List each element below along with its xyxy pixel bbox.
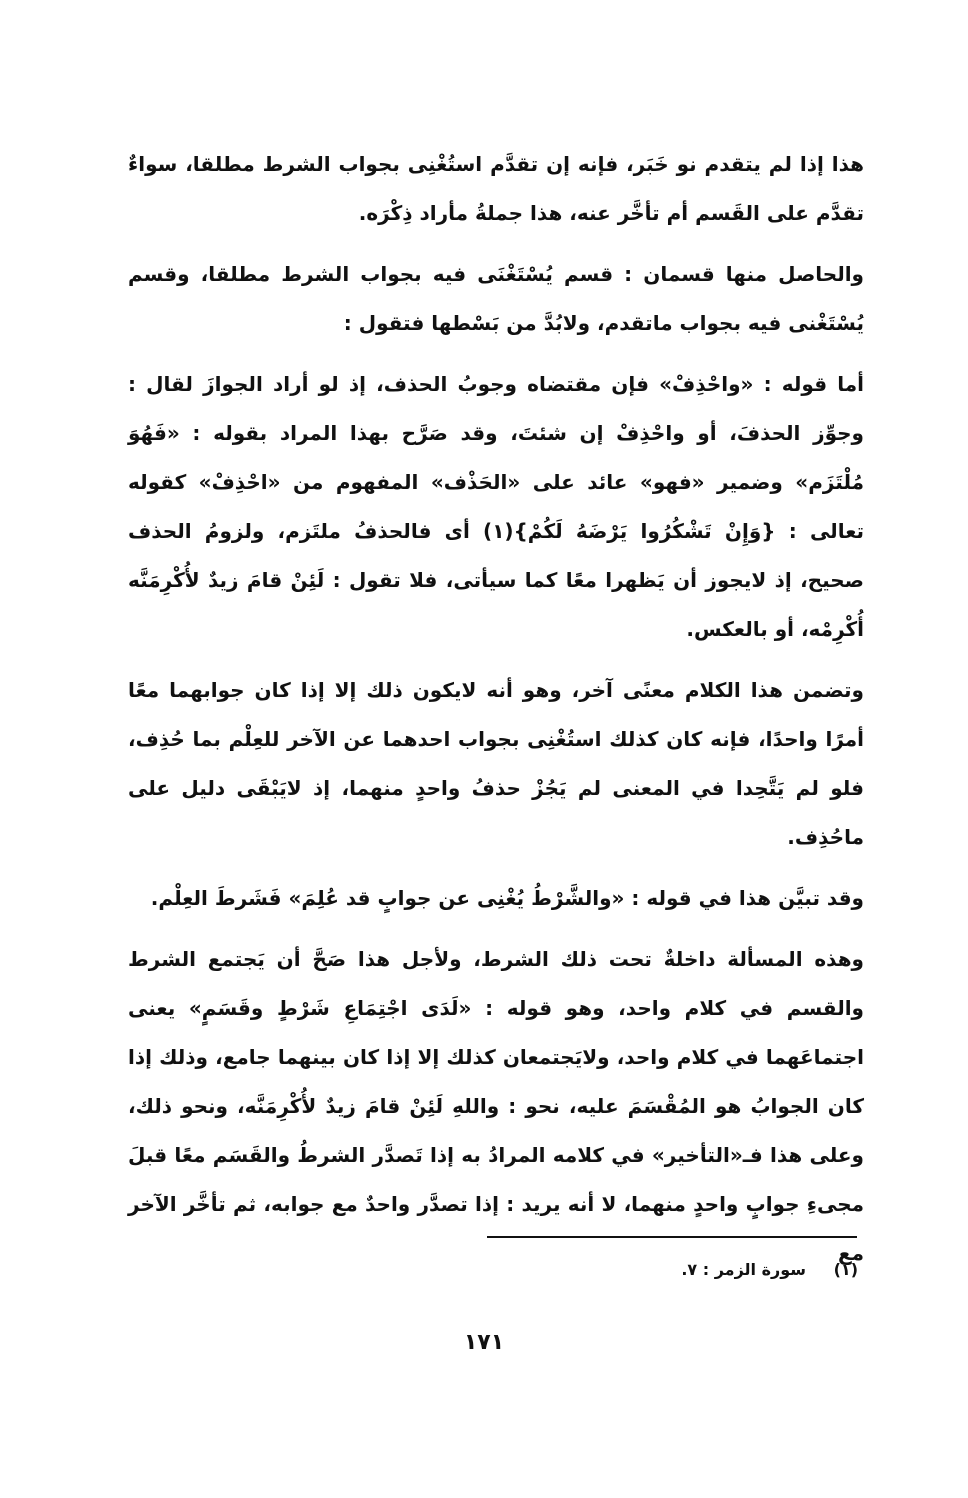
paragraph-5: وقد تبيَّن هذا في قوله : «والشَّرْطُ يُغْنِى عن جوابٍ قد عُلِمَ» فَشَرطَ العِلْم. xyxy=(150,886,864,910)
paragraph-3: أما قوله : «واحْذِفْ» فإن مقتضاه وجوبُ الحذف، إذ لو أراد الجوازَ لقال : وجوِّز الحذفَ، أو واحْذِفْ إن شئتَ، وقد صَرَّح بهذا المراد بقوله : «فَهُوَ مُلْتَزَم» وضمير «فهو» عائد على «الحَذْف» المفهوم من «احْذِفْ» كقوله تعالى : {وَإِنْ تَشْكُرُوا يَرْضَهُ لَكُمْ}(١) أى فالحذفُ ملتَزم، ولزومُ الحذف صحيح، إذ لايجوز أن يَظهرا معًا كما سيأتى، فلا تقول : لَئِنْ قامَ زيدٌ لأُكْرِمَنَّه أُكْرِمْه، أو بالعكس. xyxy=(128,372,865,641)
footnote-divider xyxy=(487,1236,857,1238)
paragraph-1: هذا إذا لم يتقدم نو خَبَر، فإنه إن تقدَّم استُغْنِى بجواب الشرط مطلقا، سواءٌ تقدَّم على القَسم أم تأخَّر عنه، هذا جملةُ مأراد ذِكْرَه. xyxy=(128,152,864,225)
paragraph-6: وهذه المسألة داخلةٌ تحت ذلك الشرط، ولأجل هذا صَحَّ أن يَجتمع الشرط والقسم في كلام واحد، وهو قوله : «لَدَى اجْتِمَاعِ شَرْطٍ وقَسَمٍ» يعنى اجتماعَهما في كلام واحد، ولايَجتمعان كذلك إلا إذا كان بينهما جامع، وذلك إذا كان الجوابُ هو المُقْسَمَ عليه، نحو : واللهِ لَئِنْ قامَ زيدٌ لأُكْرِمَنَّه، ونحو ذلك، وعلى هذا فـ«التأخير» في كلامه المرادُ به إذا تَصدَّر الشرطُ والقَسَم معًا قبلَ مجىءِ جوابٍ واحدٍ منهما، لا أنه يريد : إذا تصدَّر واحدٌ مع جوابه، ثم تأخَّر الآخر مع xyxy=(128,947,864,1265)
footnote-number: (١) xyxy=(833,1260,858,1279)
footnote xyxy=(480,1256,858,1284)
page-number: ١٧١ xyxy=(463,1330,505,1355)
paragraph-4: وتضمن هذا الكلام معنًى آخر، وهو أنه لايكون ذلك إلا إذا كان جوابهما معًا أمرًا واحدًا، فإنه كان كذلك استُغْنِى بجواب احدهما عن الآخر للعِلْم بما حُذِف، فلو لم يَتَّحِدا في المعنى لم يَجُزْ حذفُ واحدٍ منهما، إذ لايَبْقَى دليل على ماحُذِف. xyxy=(128,678,864,849)
main-text xyxy=(128,140,864,1290)
paragraph-2: والحاصل منها قسمان : قسم يُسْتَغْنَى فيه بجواب الشرط مطلقا، وقسم يُسْتَغْنى فيه بجواب ماتقدم، ولابُدَّ من بَسْطها فتقول : xyxy=(128,262,864,335)
footnote-text: سورة الزمر : ٧. xyxy=(681,1260,807,1279)
